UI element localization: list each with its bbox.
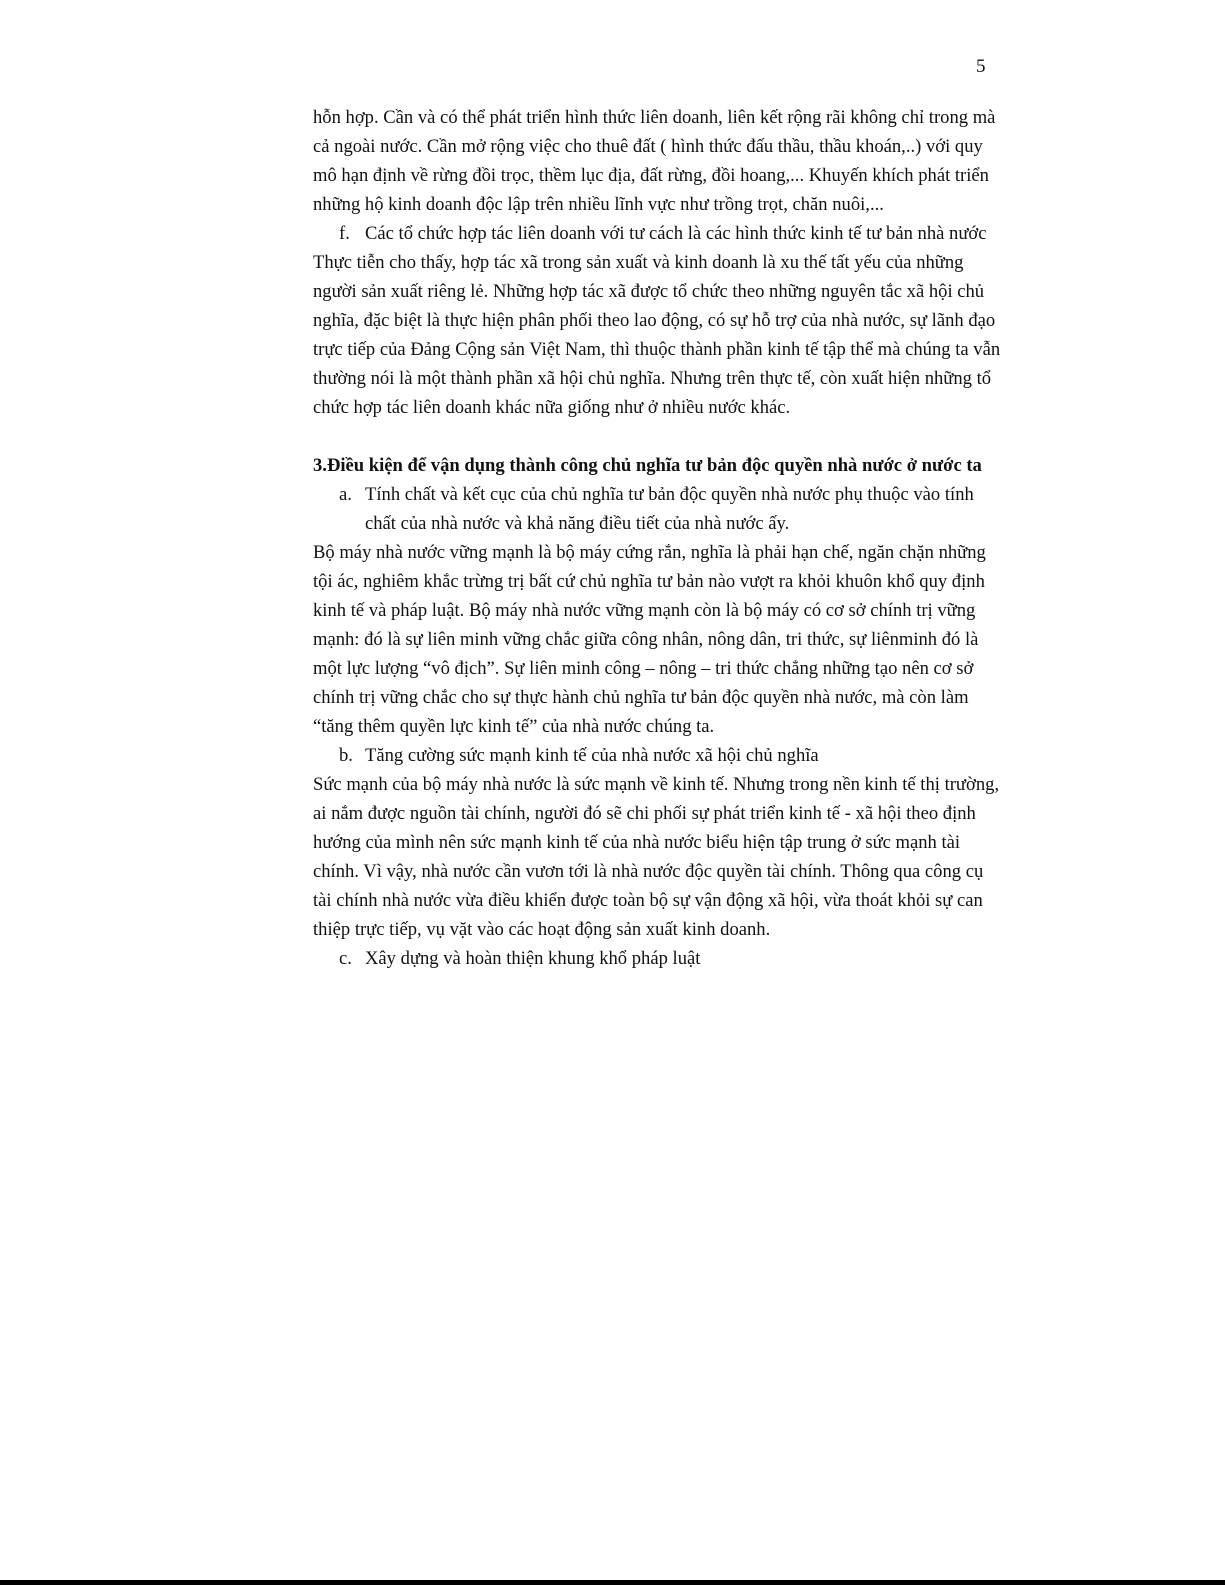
list-marker-a: a. (339, 484, 352, 505)
document-body (313, 103, 1001, 973)
list-item-f (313, 219, 1001, 248)
section-heading: 3.Điều kiện để vận dụng thành công chủ nghĩa tư bản độc quyền nhà nước ở nước ta (313, 455, 982, 476)
list-text-b: Tăng cường sức mạnh kinh tế của nhà nước xã hội chủ nghĩa (365, 745, 819, 766)
paragraph-cooperatives: Thực tiễn cho thấy, hợp tác xã trong sản xuất và kinh doanh là xu thế tất yếu của những người sản xuất riêng lẻ. Những hợp tác xã được tổ chức theo những nguyên tắc xã hội chủ nghĩa, đặc biệt là thực hiện phân phối theo lao động, có sự hỗ trợ của nhà nước, sự lãnh đạo trực tiếp của Đảng Cộng sản Việt Nam, thì thuộc thành phần kinh tế tập thể mà chúng ta vẫn thường nói là một thành phần xã hội chủ nghĩa. Nhưng trên thực tế, còn xuất hiện những tổ chức hợp tác liên doanh khác nữa giống như ở nhiều nước khác. (313, 252, 1001, 418)
list-marker-c: c. (339, 948, 352, 969)
list-marker-f: f. (339, 223, 350, 244)
list-item-a (313, 480, 1001, 538)
list-text-a: Tính chất và kết cục của chủ nghĩa tư bản độc quyền nhà nước phụ thuộc vào tính chất của nhà nước và khả năng điều tiết của nhà nước ấy. (365, 484, 974, 534)
list-item-c (313, 944, 1001, 973)
page-number: 5 (976, 56, 986, 77)
list-marker-b: b. (339, 745, 353, 766)
bottom-border (0, 1580, 1225, 1585)
paragraph-state-apparatus: Bộ máy nhà nước vững mạnh là bộ máy cứng rắn, nghĩa là phải hạn chế, ngăn chặn những tội ác, nghiêm khắc trừng trị bất cứ chủ nghĩa tư bản nào vượt ra khỏi khuôn khổ quy định kinh tế và pháp luật. Bộ máy nhà nước vững mạnh còn là bộ máy có cơ sở chính trị vững mạnh: đó là sự liên minh vững chắc giữa công nhân, nông dân, tri thức, sự liênminh đó là một lực lượng “vô địch”. Sự liên minh công – nông – tri thức chẳng những tạo nên cơ sở chính trị vững chắc cho sự thực hành chủ nghĩa tư bản độc quyền nhà nước, mà còn làm “tăng thêm quyền lực kinh tế” của nhà nước chúng ta. (313, 542, 986, 737)
list-text-c: Xây dựng và hoàn thiện khung khổ pháp luật (365, 948, 701, 969)
list-text-f: Các tổ chức hợp tác liên doanh với tư cách là các hình thức kinh tế tư bản nhà nước (365, 223, 987, 244)
paragraph-intro: hỗn hợp. Cần và có thể phát triển hình thức liên doanh, liên kết rộng rãi không chỉ trong mà cả ngoài nước. Cần mở rộng việc cho thuê đất ( hình thức đấu thầu, thầu khoán,..) với quy mô hạn định về rừng đồi trọc, thềm lục địa, đất rừng, đồi hoang,... Khuyến khích phát triển những hộ kinh doanh độc lập trên nhiều lĩnh vực như trồng trọt, chăn nuôi,... (313, 107, 996, 215)
paragraph-economic-strength: Sức mạnh của bộ máy nhà nước là sức mạnh về kinh tế. Nhưng trong nền kinh tế thị trường, ai nắm được nguồn tài chính, người đó sẽ chi phối sự phát triển kinh tế - xã hội theo định hướng của mình nên sức mạnh kinh tế của nhà nước biểu hiện tập trung ở sức mạnh tài chính. Vì vậy, nhà nước cần vươn tới là nhà nước độc quyền tài chính. Thông qua công cụ tài chính nhà nước vừa điều khiển được toàn bộ sự vận động xã hội, vừa thoát khỏi sự can thiệp trực tiếp, vụ vặt vào các hoạt động sản xuất kinh doanh. (313, 774, 1000, 940)
list-item-b (313, 741, 1001, 770)
